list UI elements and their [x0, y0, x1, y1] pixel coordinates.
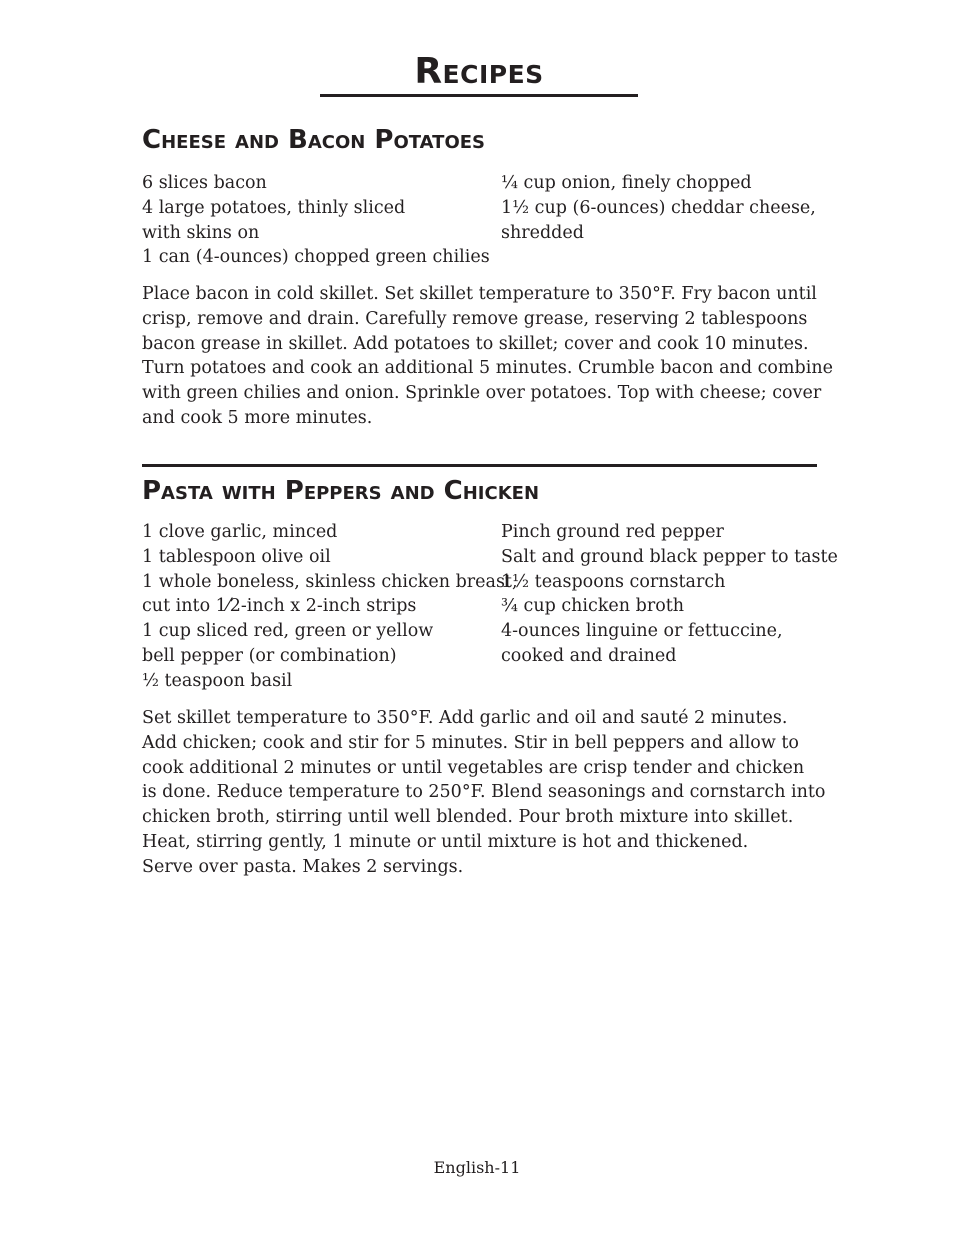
recipe-directions [142, 706, 826, 880]
ingredient-line: ½ teaspoon basil [142, 670, 293, 691]
directions-line: Turn potatoes and cook an additional 5 minutes. Crumble bacon and combine [142, 358, 833, 379]
ingredient-line: 1 whole boneless, skinless chicken breast, [142, 571, 518, 592]
ingredients-right-column [501, 520, 838, 669]
recipe-title-cheese-bacon-potatoes: Cheese and Bacon Potatoes [142, 125, 486, 155]
ingredient-line: 4-ounces linguine or fettuccine, [501, 621, 783, 642]
page-number: English-11 [433, 1158, 521, 1177]
directions-line: cook additional 2 minutes or until vegetables are crisp tender and chicken [142, 757, 805, 778]
directions-line: chicken broth, stirring until well blended. Pour broth mixture into skillet. [142, 807, 794, 828]
ingredient-line: 6 slices bacon [142, 173, 267, 193]
ingredient-line: 1 can (4-ounces) chopped green chilies [142, 247, 490, 268]
ingredient-line: 4 large potatoes, thinly sliced [142, 197, 406, 218]
ingredients-right-column [501, 171, 816, 245]
ingredient-line: 1 cup sliced red, green or yellow [142, 621, 434, 642]
section-divider [142, 464, 817, 467]
ingredient-line: ¾ cup chicken broth [501, 596, 685, 617]
recipe-title-pasta-peppers-chicken: Pasta with Peppers and Chicken [142, 476, 540, 506]
ingredients-left-column [142, 520, 518, 694]
page-title: Recipes [414, 51, 544, 92]
ingredient-line: 1½ teaspoons cornstarch [501, 571, 726, 592]
ingredient-line: shredded [501, 222, 584, 243]
ingredient-line: ¼ cup onion, finely chopped [501, 173, 752, 193]
ingredient-line: cut into 1⁄2-inch x 2-inch strips [142, 596, 417, 617]
directions-line: Set skillet temperature to 350°F. Add garlic and oil and sauté 2 minutes. [142, 708, 788, 728]
ingredient-line: cooked and drained [501, 645, 677, 666]
title-underline [320, 94, 638, 97]
ingredient-line: 1 tablespoon olive oil [142, 546, 331, 567]
directions-line: crisp, remove and drain. Carefully remove grease, reserving 2 tablespoons [142, 308, 808, 329]
directions-line: Add chicken; cook and stir for 5 minutes. Stir in bell peppers and allow to [142, 732, 799, 753]
directions-line: Place bacon in cold skillet. Set skillet temperature to 350°F. Fry bacon until [142, 284, 817, 304]
directions-line: Serve over pasta. Makes 2 servings. [142, 856, 464, 877]
directions-line: is done. Reduce temperature to 250°F. Blend seasonings and cornstarch into [142, 782, 826, 803]
ingredient-line: Pinch ground red pepper [501, 522, 724, 542]
ingredient-line: with skins on [142, 222, 260, 243]
ingredient-line: Salt and ground black pepper to taste [501, 546, 838, 567]
directions-line: with green chilies and onion. Sprinkle over potatoes. Top with cheese; cover [142, 383, 822, 404]
ingredients-left-column [142, 171, 490, 270]
ingredient-line: 1½ cup (6-ounces) cheddar cheese, [501, 197, 816, 218]
ingredient-line: bell pepper (or combination) [142, 645, 397, 666]
recipe-directions [142, 282, 833, 431]
ingredient-line: 1 clove garlic, minced [142, 522, 338, 542]
directions-line: bacon grease in skillet. Add potatoes to skillet; cover and cook 10 minutes. [142, 333, 809, 354]
directions-line: and cook 5 more minutes. [142, 407, 373, 428]
directions-line: Heat, stirring gently, 1 minute or until mixture is hot and thickened. [142, 831, 749, 852]
